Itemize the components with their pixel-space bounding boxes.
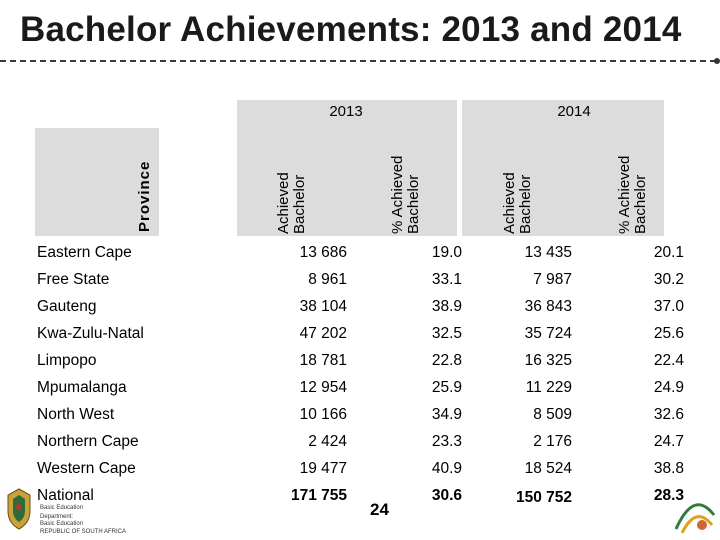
pct-2013-cell: 38.9 — [431, 298, 462, 315]
pct-2014-cell: 32.6 — [653, 406, 684, 423]
pct-2013-cell: 32.5 — [431, 325, 462, 342]
achieved-2014-cell: 13 435 — [524, 244, 572, 261]
achieved-2014-cell: 18 524 — [524, 460, 572, 477]
table-row — [0, 296, 720, 323]
pct-2013-cell: 25.9 — [431, 379, 462, 396]
year-2013-label: 2013 — [329, 103, 363, 120]
table-row — [0, 377, 720, 404]
pct-2013-cell: 19.0 — [431, 244, 462, 261]
province-header: Province — [136, 160, 153, 232]
table-row — [0, 242, 720, 269]
pct-2013-cell: 34.9 — [431, 406, 462, 423]
province-cell: Western Cape — [37, 460, 136, 477]
logo-line-3: Basic Education — [40, 521, 84, 527]
logo-line-2: Department: — [40, 514, 74, 520]
title-divider — [0, 60, 720, 62]
year-2014-label: 2014 — [557, 103, 591, 120]
achieved-2013-cell: 19 477 — [299, 460, 347, 477]
pct-2014-cell: 25.6 — [653, 325, 684, 342]
achieved-bachelor-2014-header: Achieved Bachelor — [501, 172, 534, 234]
achieved-2013-cell: 12 954 — [299, 379, 347, 396]
province-cell: Free State — [37, 271, 110, 288]
pct-2013-cell: 30.6 — [431, 487, 462, 504]
achieved-2013-cell: 38 104 — [299, 298, 347, 315]
achieved-2013-cell: 47 202 — [299, 325, 347, 342]
corner-emblem-icon — [672, 495, 716, 537]
achieved-2013-cell: 18 781 — [299, 352, 347, 369]
achieved-2014-cell: 35 724 — [524, 325, 572, 342]
achieved-2014-cell: 150 752 — [515, 489, 572, 506]
divider-end-dot — [714, 58, 720, 64]
table-row — [0, 431, 720, 458]
achieved-2014-cell: 8 509 — [533, 406, 572, 423]
table-row — [0, 458, 720, 485]
province-cell: Mpumalanga — [37, 379, 127, 396]
province-cell: Northern Cape — [37, 433, 139, 450]
province-cell: Limpopo — [37, 352, 97, 369]
province-cell: Eastern Cape — [37, 244, 132, 261]
province-cell: Kwa-Zulu-Natal — [37, 325, 144, 342]
pct-2013-cell: 40.9 — [431, 460, 462, 477]
pct-2014-cell: 38.8 — [653, 460, 684, 477]
page-number: 24 — [370, 500, 389, 519]
achieved-2014-cell: 2 176 — [533, 433, 572, 450]
department-logo — [2, 485, 127, 537]
pct-2014-cell: 30.2 — [653, 271, 684, 288]
achieved-2013-cell: 171 755 — [290, 487, 347, 504]
pct-2013-cell: 23.3 — [431, 433, 462, 450]
province-cell: National — [37, 487, 94, 504]
table-row — [0, 323, 720, 350]
table-row — [0, 350, 720, 377]
pct-2014-cell: 24.7 — [653, 433, 684, 450]
pct-2014-cell: 37.0 — [653, 298, 684, 315]
pct-2013-cell: 22.8 — [431, 352, 462, 369]
pct-2014-cell: 22.4 — [653, 352, 684, 369]
pct-2014-cell: 28.3 — [653, 487, 684, 504]
pct-2014-cell: 24.9 — [653, 379, 684, 396]
achieved-bachelor-2013-header: Achieved Bachelor — [275, 172, 308, 234]
achieved-2013-cell: 8 961 — [308, 271, 347, 288]
header-2013-panel — [237, 100, 457, 236]
achieved-2014-cell: 11 229 — [525, 379, 572, 396]
pct-achieved-bachelor-2013-header: % Achieved Bachelor — [389, 155, 422, 234]
province-cell: North West — [37, 406, 115, 423]
achieved-2013-cell: 2 424 — [308, 433, 347, 450]
achieved-2014-cell: 16 325 — [524, 352, 572, 369]
pct-2013-cell: 33.1 — [431, 271, 462, 288]
achieved-2013-cell: 10 166 — [299, 406, 347, 423]
table-row — [0, 269, 720, 296]
logo-line-1: Basic Education — [40, 505, 84, 511]
province-cell: Gauteng — [37, 298, 97, 315]
achieved-2014-cell: 7 987 — [533, 271, 572, 288]
coat-of-arms-icon — [2, 485, 36, 533]
page-title: Bachelor Achievements: 2013 and 2014 — [20, 10, 682, 49]
logo-line-4: REPUBLIC OF SOUTH AFRICA — [40, 529, 127, 535]
achieved-2014-cell: 36 843 — [524, 298, 572, 315]
pct-achieved-bachelor-2014-header: % Achieved Bachelor — [616, 155, 649, 234]
achieved-2013-cell: 13 686 — [299, 244, 347, 261]
table-row — [0, 404, 720, 431]
pct-2014-cell: 20.1 — [653, 244, 684, 261]
